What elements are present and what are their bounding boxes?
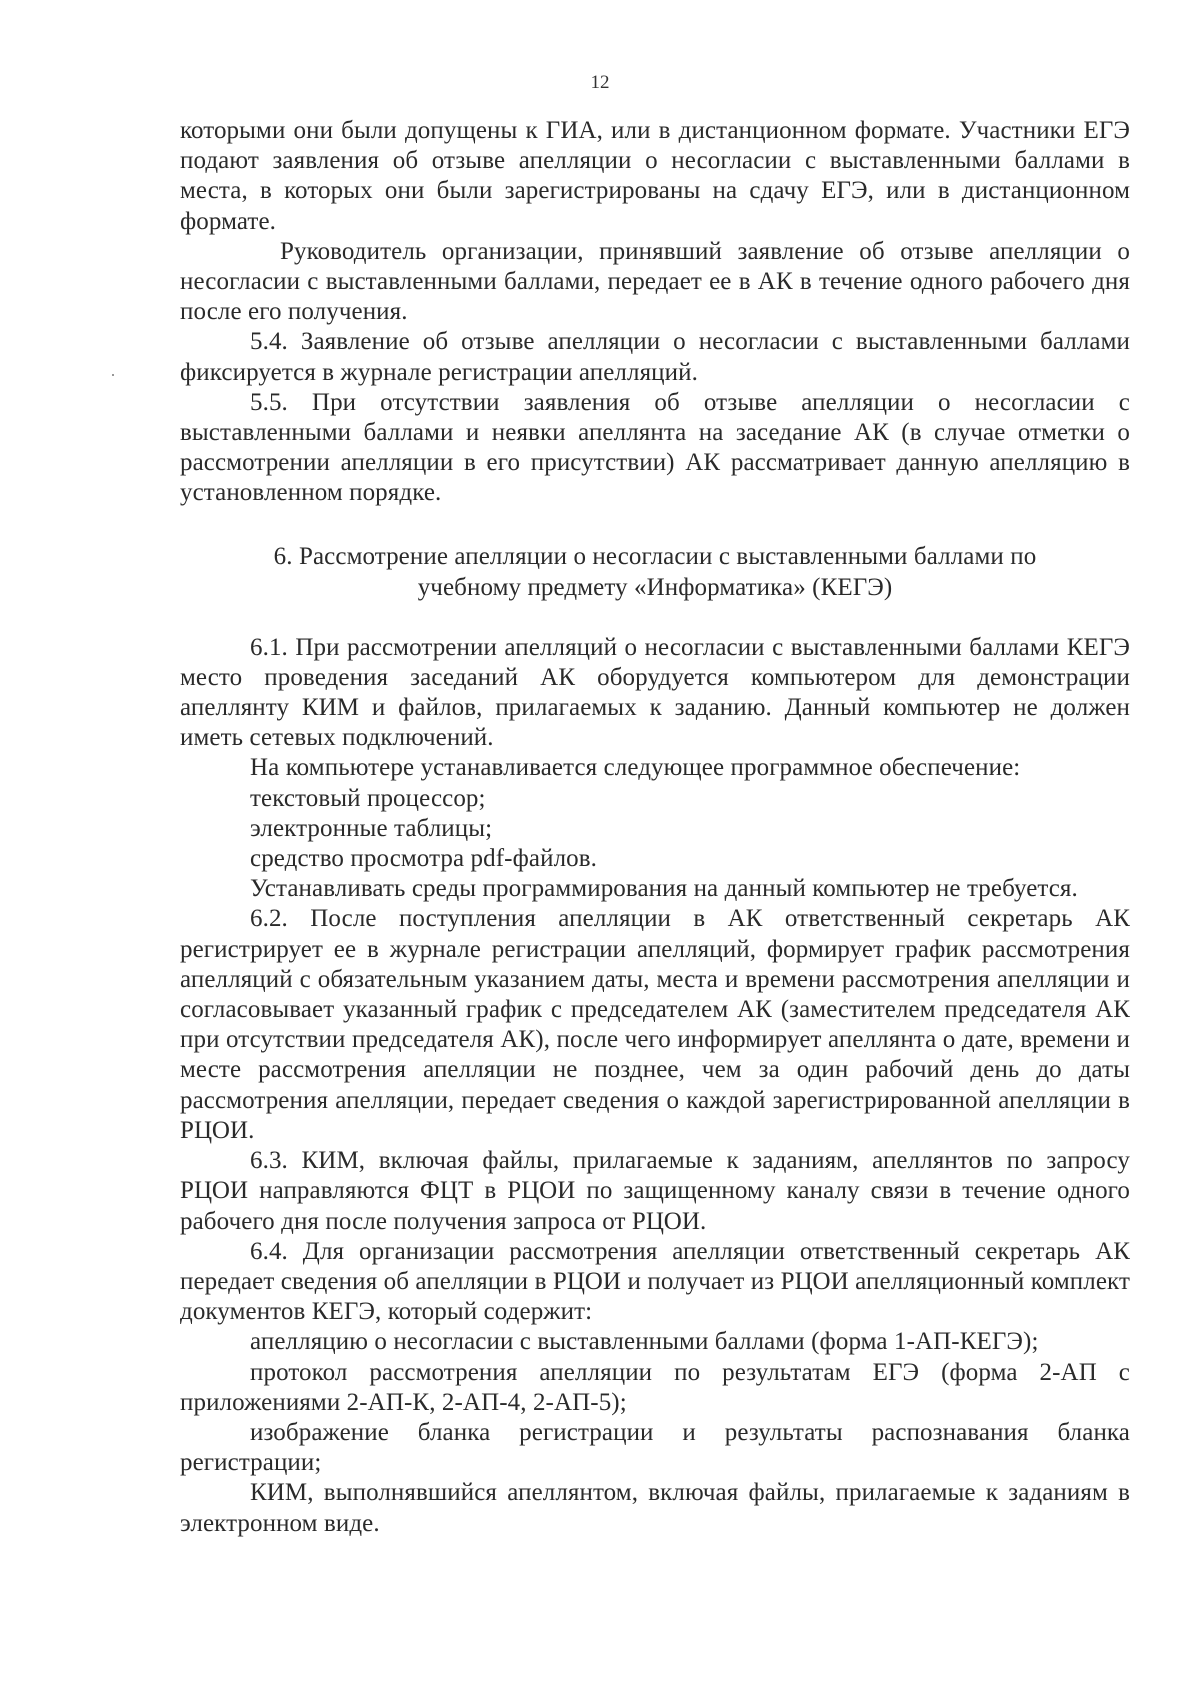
section-6-heading-line1: 6. Рассмотрение апелляции о несогласии с выставленными баллами по: [273, 542, 1037, 570]
paragraph-6-3: 6.3. КИМ, включая файлы, прилагаемые к заданиям, апеллянтов по запросу РЦОИ направляются ФЦТ в РЦОИ по защищенному каналу связи в течение одного рабочего дня после получения запроса от РЦОИ.: [180, 1147, 1130, 1235]
paragraph-no-ide: Устанавливать среды программирования на данный компьютер не требуется.: [250, 875, 1078, 903]
software-item: средство просмотра pdf-файлов.: [250, 845, 598, 873]
paragraph-continuation: которыми они были допущены к ГИА, или в дистанционном формате. Участники ЕГЭ подают заявления об отзыве апелляции о несогласии с выставленными баллами в места, в которых они были зарегистрированы на сдачу ЕГЭ, или в дистанционном формате.: [180, 117, 1130, 235]
software-item: текстовый процессор;: [250, 784, 486, 812]
body-text: [180, 116, 1130, 1539]
paragraph-6-4: 6.4. Для организации рассмотрения апелляции ответственный секретарь АК передает сведения об апелляции в РЦОИ и получает из РЦОИ апелляционный комплект документов КЕГЭ, который содержит:: [180, 1237, 1130, 1326]
paragraph-6-1: 6.1. При рассмотрении апелляций о несогласии с выставленными баллами КЕГЭ место проведения заседаний АК оборудуется компьютером для демонстрации апеллянту КИМ и файлов, прилагаемых к заданию. Данный компьютер не должен иметь сетевых подключений.: [180, 633, 1130, 752]
scan-speck: [112, 374, 114, 376]
kit-item: апелляцию о несогласии с выставленными баллами (форма 1-АП-КЕГЭ);: [250, 1328, 1039, 1356]
section-6-heading: [180, 541, 1130, 603]
paragraph-5-4: 5.4. Заявление об отзыве апелляции о несогласии с выставленными баллами фиксируется в журнале регистрации апелляций.: [180, 328, 1130, 386]
kit-item: КИМ, выполнявшийся апеллянтом, включая файлы, прилагаемые к заданиям в электронном виде.: [180, 1479, 1130, 1537]
paragraph-6-2: 6.2. После поступления апелляции в АК ответственный секретарь АК регистрирует ее в журнале регистрации апелляций, формирует график рассмотрения апелляций с обязательным указанием даты, места и времени рассмотрения апелляции и согласовывает указанный график с председателем АК (заместителем председателя АК при отсутствии председателя АК), после чего информирует апеллянта о дате, времени и месте рассмотрения апелляции не позднее, чем за один рабочий день до даты рассмотрения апелляции, передает сведения о каждой зарегистрированной апелляции в РЦОИ.: [180, 905, 1130, 1144]
page-number: 12: [590, 72, 610, 93]
paragraph-5-5: 5.5. При отсутствии заявления об отзыве апелляции о несогласии с выставленными баллами и неявки апеллянта на заседание АК (в случае отметки о рассмотрении апелляции в его присутствии) АК рассматривает данную апелляцию в установленном порядке.: [180, 388, 1130, 507]
section-6-heading-line2: учебному предмету «Информатика» (КЕГЭ): [417, 573, 893, 601]
kit-item: протокол рассмотрения апелляции по результатам ЕГЭ (форма 2-АП с приложениями 2-АП-К, 2-АП-4, 2-АП-5);: [180, 1358, 1130, 1416]
software-intro: На компьютере устанавливается следующее программное обеспечение:: [250, 754, 1021, 782]
paragraph-head-of-organization: Руководитель организации, принявший заявление об отзыве апелляции о несогласии с выставленными баллами, передает ее в АК в течение одного рабочего дня после его получения.: [180, 237, 1130, 326]
kit-item: изображение бланка регистрации и результаты распознавания бланка регистрации;: [180, 1418, 1130, 1477]
software-item: электронные таблицы;: [250, 814, 493, 842]
